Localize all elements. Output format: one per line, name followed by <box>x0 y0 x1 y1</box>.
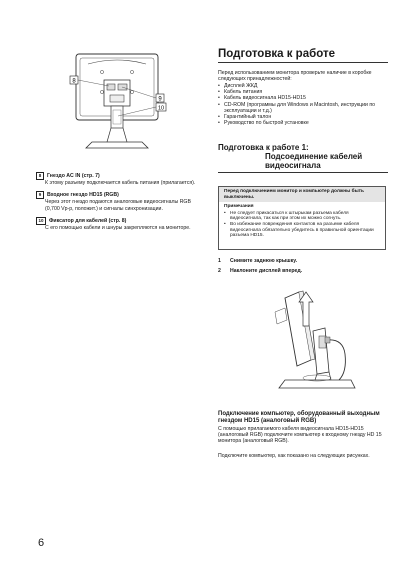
list-item: • Кабель питания <box>218 89 383 95</box>
svg-text:9: 9 <box>158 96 162 103</box>
callout-8 <box>70 76 78 84</box>
legend-desc: К этому разъему подключается кабель питания (прилагается). <box>45 180 196 186</box>
legend-item-cable-holder <box>36 217 206 231</box>
subsection-title <box>218 143 388 173</box>
connect-text: С помощью прилагаемого кабеля видеосигнала HD15-HD15 (аналоговый RGB) подключите компьютер к входному гнезду HD 15 монитора (аналоговый RGB). <box>218 426 382 445</box>
list-item: • Дисплей ЖКД <box>218 83 383 89</box>
list-item: • Гарантийный талон <box>218 114 383 120</box>
connect-heading: Подключение компьютер, оборудованный выходным гнездом HD15 (аналоговый RGB) <box>218 411 380 424</box>
intro-text: Перед использованием монитора проверьте наличие в коробке следующих принадлежностей: <box>218 70 372 83</box>
contents-list <box>218 83 383 126</box>
notes-label: Примечания <box>224 204 254 210</box>
legend-number: 8 <box>36 172 44 180</box>
connect-text-2: Подключите компьютер, как показано на следующих рисунках. <box>218 453 370 459</box>
legend-item-hd15 <box>36 191 206 212</box>
page-number: 6 <box>38 537 45 549</box>
list-item: • Кабель видеосигнала HD15-HD15 <box>218 95 383 101</box>
legend-desc: Через этот гнездо подаются аналоговые видеосигналы RGB (0,700 Vp-p, положит.) и сигналы синхронизации. <box>45 199 191 212</box>
section-title: Подготовка к работе <box>218 48 388 63</box>
legend-number: 9 <box>36 191 44 199</box>
subsection-title-line3: видеосигнала <box>265 161 321 170</box>
notes-box <box>218 186 386 250</box>
subsection-title-line2: Подсоединение кабелей <box>265 152 363 161</box>
notes-warning: Перед подключением монитор и компьютер должны быть выключены. <box>219 187 385 202</box>
monitor-rear-illustration <box>58 50 173 160</box>
list-item: • CD-ROM (программы для Windows и Macintosh, инструкции по эксплуатации и т.д.) <box>218 102 383 114</box>
list-item: • Во избежание повреждения контактов на разъеме кабеля видеосигнала обязательно убедитесь в правильной ориентации разъема HD15. <box>224 222 380 239</box>
legend-title: Фиксатор для кабелей (стр. 8) <box>49 218 127 225</box>
callout-9 <box>156 94 164 102</box>
legend-desc: С его помощью кабели и шнуры закрепляются на мониторе. <box>45 225 191 232</box>
step-1: 1 Снимите заднюю крышку. <box>218 258 298 264</box>
svg-text:8: 8 <box>72 78 76 85</box>
notes-list <box>224 211 380 239</box>
legend-title: Гнездо AC IN (стр. 7) <box>47 172 100 179</box>
svg-text:10: 10 <box>157 105 165 112</box>
list-item: • Не следует прикасаться к штырькам разъема кабеля видеосигнала, так как при этом их можно согнуть. <box>224 211 380 222</box>
connector-legend <box>36 172 206 237</box>
list-item: • Руководство по быстрой установке <box>218 120 383 126</box>
step-2: 2 Наклоните дисплей вперед. <box>218 268 303 274</box>
legend-item-ac-in <box>36 172 206 186</box>
monitor-tilt-illustration <box>255 276 365 401</box>
subsection-title-line1: Подготовка к работе 1: <box>218 143 309 152</box>
callout-10 <box>156 103 166 111</box>
legend-number: 10 <box>36 217 46 225</box>
legend-title: Входное гнездо HD15 (RGB) <box>47 192 119 199</box>
